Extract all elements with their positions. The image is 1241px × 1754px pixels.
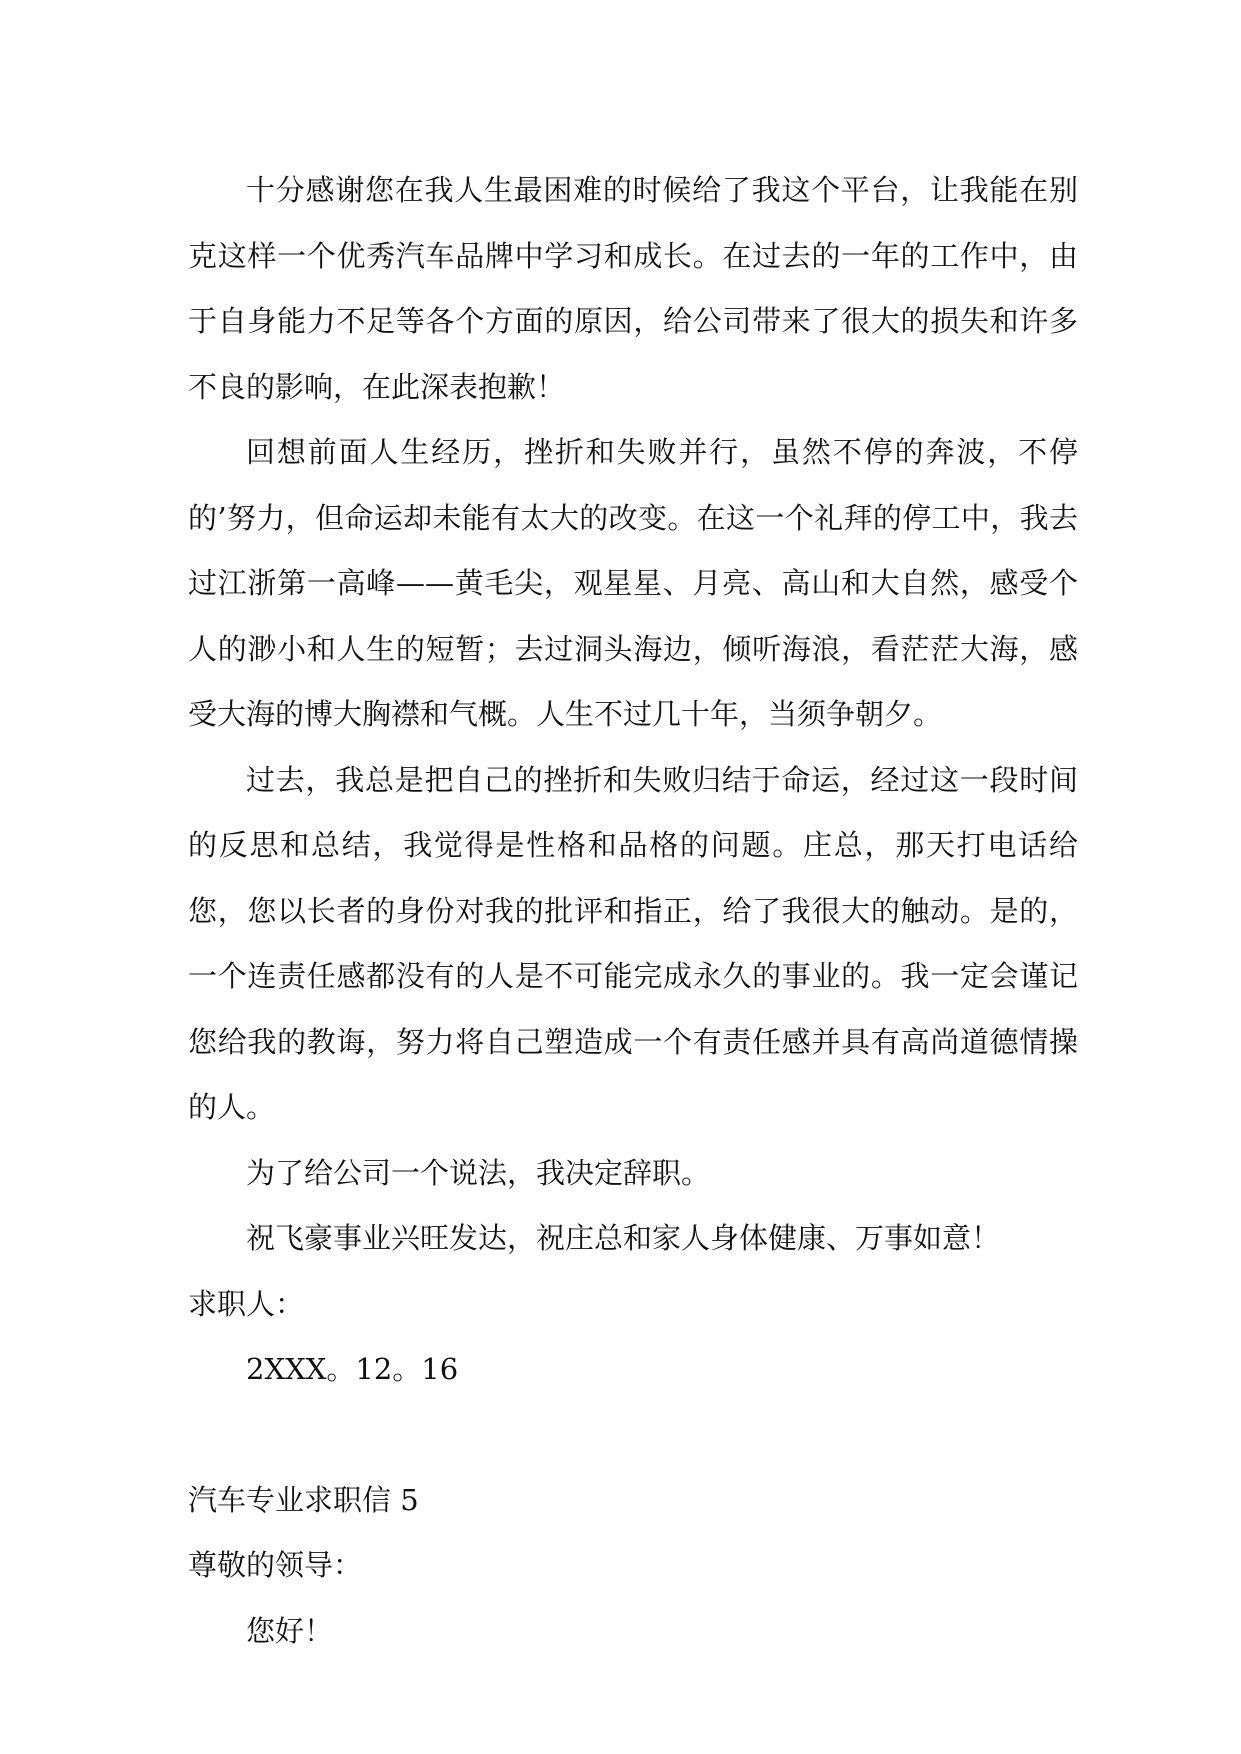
next-letter-salutation: 尊敬的领导： — [188, 1548, 363, 1582]
letter-date: 2XXX。12。16 — [246, 1352, 459, 1386]
paragraph-wishes: 祝飞豪事业兴旺发达，祝庄总和家人身体健康、万事如意！ — [246, 1221, 1001, 1255]
next-letter-title: 汽车专业求职信 5 — [188, 1482, 419, 1517]
paragraph-introspection: 过去，我总是把自己的挫折和失败归结于命运，经过这一段时间的反思和总结，我觉得是性格和品格的问题。庄总，那天打电话给您，您以长者的身份对我的批评和指正，给了我很大的触动。是的，一个连责任感都没有的人是不可能完成永久的事业的。我一定会谨记您给我的教诲，努力将自己塑造成一个有责任感并具有高尚道德情操的人。 — [188, 762, 1078, 1124]
paragraph-thanks: 十分感谢您在我人生最困难的时候给了我这个平台，让我能在别克这样一个优秀汽车品牌中学习和成长。在过去的一年的工作中，由于自身能力不足等各个方面的原因，给公司带来了很大的损失和许多不良的影响，在此深表抱歉！ — [188, 173, 1078, 404]
letter-body — [188, 158, 1078, 1664]
next-letter-greeting: 您好！ — [246, 1613, 334, 1648]
signature-label: 求职人： — [188, 1286, 305, 1321]
section-gap — [188, 1403, 1078, 1468]
paragraph-reflection: 回想前面人生经历，挫折和失败并行，虽然不停的奔波，不停的’努力，但命运却未能有太大的改变。在这一个礼拜的停工中，我去过江浙第一高峰——黄毛尖，观星星、月亮、高山和大自然，感受个人的渺小和人生的短暂；去过洞头海边，倾听海浪，看茫茫大海，感受大海的博大胸襟和气概。人生不过几十年，当须争朝夕。 — [188, 435, 1078, 731]
paragraph-resignation: 为了给公司一个说法，我决定辞职。 — [246, 1155, 711, 1190]
